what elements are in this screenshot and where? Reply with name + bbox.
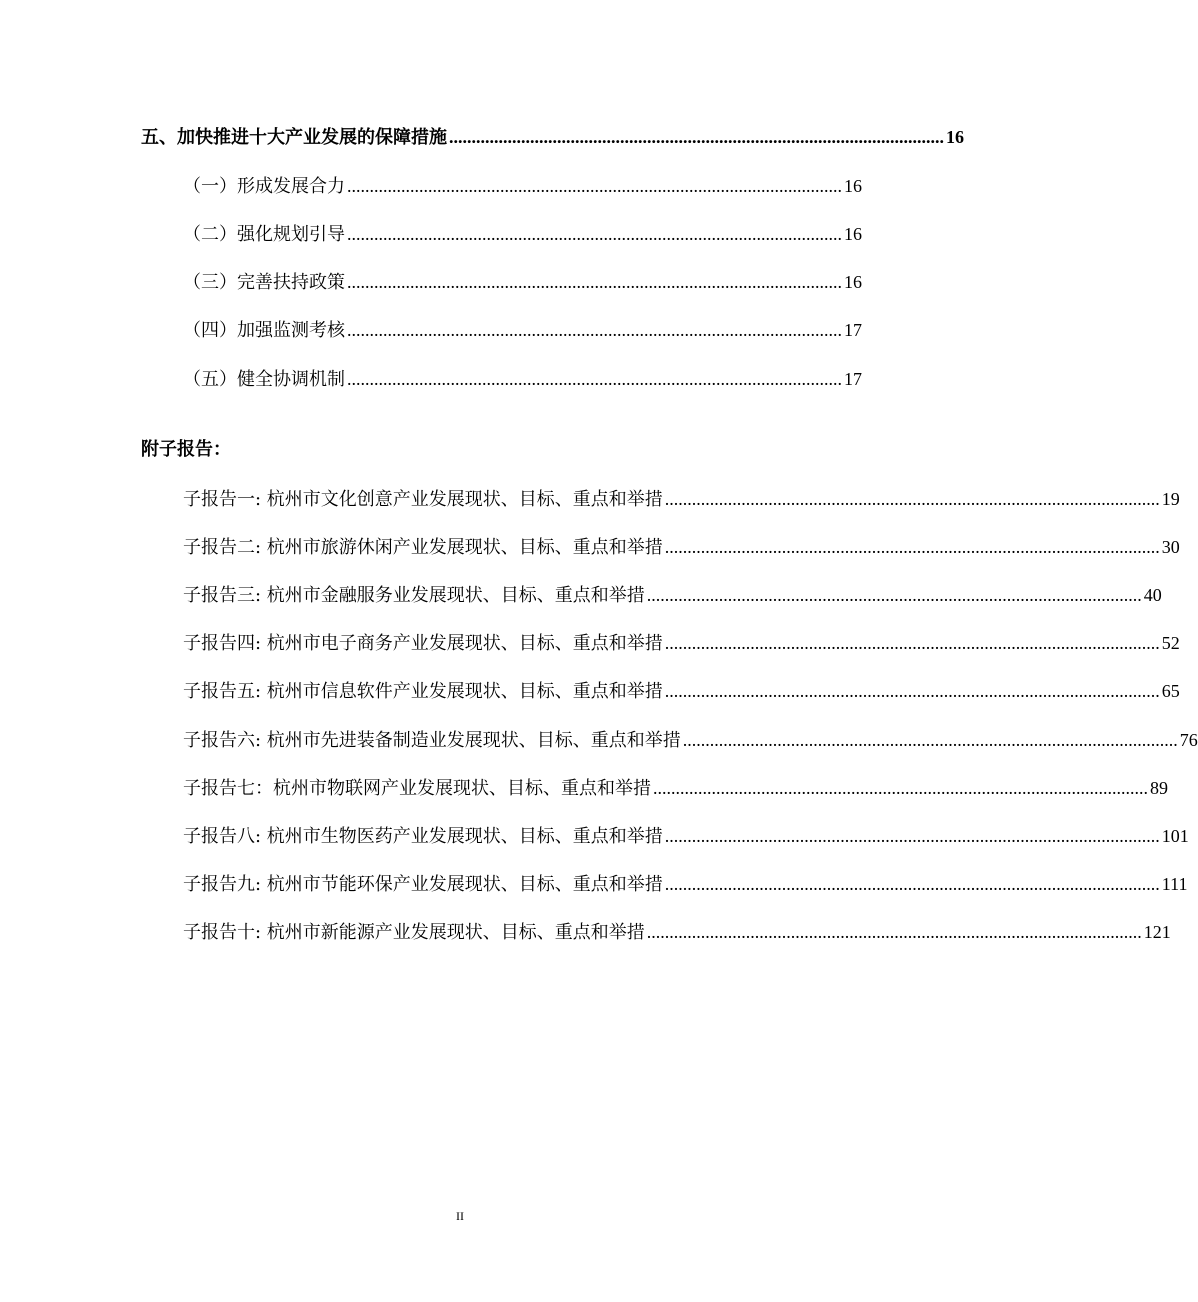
dot-leader: .............................................................................................................. [646,922,1142,942]
appendix-page-number: 121 [1143,922,1171,942]
appendix-page-number: 89 [1150,778,1168,798]
appendix-page-number: 19 [1161,489,1180,509]
dot-leader: .............................................................................................................. [664,633,1160,653]
appendix-page-number: 65 [1161,681,1180,701]
toc-page-number: 16 [946,127,964,147]
appendix-item-label: 子报告七：杭州市物联网产业发展现状、目标、重点和举措 [183,778,651,799]
toc-section-title: 五、加快推进十大产业发展的保障措施 [141,127,447,148]
dot-leader: .............................................................................................................. [664,826,1160,846]
appendix-item-label: 子报告一: 杭州市文化创意产业发展现状、目标、重点和举措 [183,489,663,510]
page-footer-number: II [456,1209,464,1223]
toc-item-label: （四）加强监测考核 [183,320,345,341]
appendix-item-label: 子报告九: 杭州市节能环保产业发展现状、目标、重点和举措 [183,874,663,895]
toc-item-4[interactable] [183,317,862,344]
toc-page-number: 16 [844,272,862,292]
appendix-item-label: 子报告四: 杭州市电子商务产业发展现状、目标、重点和举措 [183,633,663,654]
dot-leader: .............................................................................................................. [347,320,842,340]
dot-leader: .............................................................................................................. [664,489,1160,509]
toc-page-number: 17 [844,369,862,389]
appendix-page-number: 111 [1161,874,1188,894]
appendix-item-9[interactable] [183,871,1188,898]
toc-item-2[interactable] [183,221,862,248]
dot-leader: .............................................................................................................. [682,730,1178,750]
appendix-item-10[interactable] [183,919,1171,946]
appendix-item-5[interactable] [183,678,1180,705]
appendix-item-label: 子报告六: 杭州市先进装备制造业发展现状、目标、重点和举措 [183,730,681,751]
appendix-item-6[interactable] [183,727,1198,754]
dot-leader: .............................................................................................................. [449,127,944,147]
dot-leader: .............................................................................................................. [347,224,842,244]
toc-item-label: （三）完善扶持政策 [183,272,345,293]
appendix-item-label: 子报告二: 杭州市旅游休闲产业发展现状、目标、重点和举措 [183,537,663,558]
dot-leader: .............................................................................................................. [646,585,1142,605]
appendix-heading: 附子报告： [141,439,231,460]
dot-leader: .............................................................................................................. [347,272,842,292]
toc-item-label: （一）形成发展合力 [183,176,345,197]
toc-page-number: 17 [844,320,862,340]
appendix-item-4[interactable] [183,630,1180,657]
dot-leader: .............................................................................................................. [653,778,1148,798]
dot-leader: .............................................................................................................. [664,874,1160,894]
toc-item-label: （五）健全协调机制 [183,369,345,390]
appendix-item-3[interactable] [183,582,1162,609]
appendix-item-label: 子报告八: 杭州市生物医药产业发展现状、目标、重点和举措 [183,826,663,847]
dot-leader: .............................................................................................................. [664,537,1160,557]
toc-section-five[interactable] [141,124,964,151]
appendix-item-label: 子报告十: 杭州市新能源产业发展现状、目标、重点和举措 [183,922,645,943]
toc-item-label: （二）强化规划引导 [183,224,345,245]
appendix-page-number: 101 [1161,826,1189,846]
appendix-page-number: 30 [1161,537,1180,557]
appendix-item-label: 子报告五: 杭州市信息软件产业发展现状、目标、重点和举措 [183,681,663,702]
toc-item-3[interactable] [183,269,862,296]
toc-page-number: 16 [844,224,862,244]
appendix-page-number: 76 [1179,730,1198,750]
appendix-page-number: 52 [1161,633,1180,653]
appendix-item-2[interactable] [183,534,1180,561]
toc-item-5[interactable] [183,366,862,393]
toc-page-number: 16 [844,176,862,196]
toc-item-1[interactable] [183,173,862,200]
appendix-item-7[interactable] [183,775,1168,802]
appendix-item-1[interactable] [183,486,1180,513]
dot-leader: .............................................................................................................. [347,369,842,389]
appendix-item-label: 子报告三: 杭州市金融服务业发展现状、目标、重点和举措 [183,585,645,606]
dot-leader: .............................................................................................................. [664,681,1160,701]
appendix-item-8[interactable] [183,823,1189,850]
appendix-page-number: 40 [1143,585,1162,605]
dot-leader: .............................................................................................................. [347,176,842,196]
